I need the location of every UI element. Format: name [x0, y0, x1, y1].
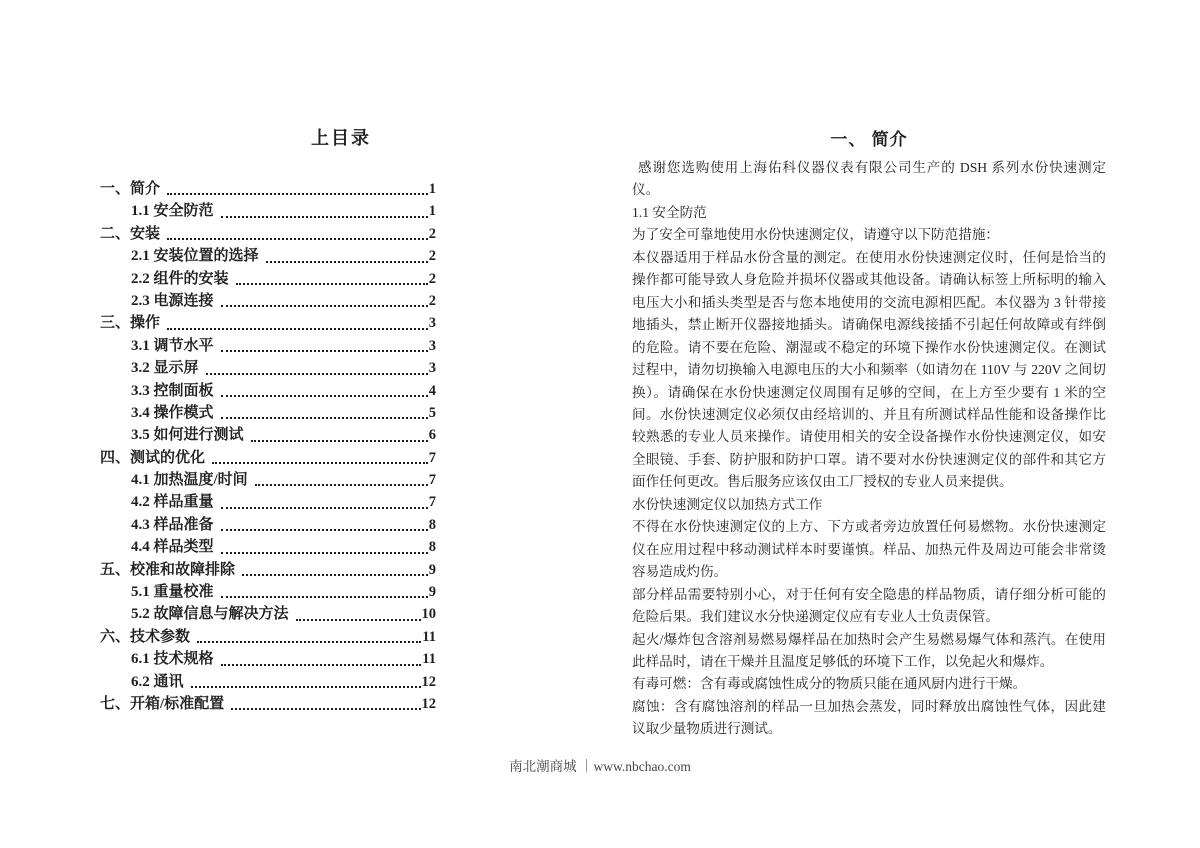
toc-entry-dot-leader	[244, 424, 429, 446]
toc-entry	[100, 469, 436, 491]
toc-entry-dot-leader	[214, 514, 429, 536]
toc-list	[100, 178, 436, 715]
toc-entry-label: 3.2 显示屏	[131, 360, 199, 377]
toc-entry-page: 12	[421, 673, 436, 690]
intro-paragraph: 不得在水份快速测定仪的上方、下方或者旁边放置任何易燃物。水份快速测定仪在应用过程中移动测试样本时要谨慎。样品、加热元件及周边可能会非常烫容易造成灼伤。	[632, 519, 1106, 580]
toc-entry-page: 3	[428, 337, 436, 354]
toc-entry-page: 1	[428, 181, 436, 197]
toc-entry-dot-leader	[214, 380, 429, 402]
toc-entry	[100, 200, 436, 222]
toc-entry	[100, 648, 436, 670]
toc-entry-dot-leader	[160, 312, 429, 334]
toc-entry-page: 4	[428, 382, 436, 399]
intro-paragraph: 本仪器适用于样品水份含量的测定。在使用水份快速测定仪时，任何是恰当的操作都可能导致人身危险并损坏仪器或其他设备。请确认标签上所标明的输入电压大小和插头类型是否与您本地使用的交流电源相匹配。本仪器为 3 针带接地插头，禁止断开仪器接地插头。请确保电源线接插不引起任何故障或有绊倒的危险。请不要在危险、潮湿或不稳定的环境下操作水份快速测定仪。在测试过程中，请勿切换输入电源电压的大小和频率（如请勿在 110V 与 220V 之间切换）。请确保在水份快速测定仪周围有足够的空间，在上方至少要有 1 米的空间。水份快速测定仪必须仅由经培训的、并且有所测试样品性能和设备操作比较熟悉的专业人员来操作。请使用相关的安全设备操作水份快速测定仪，如安全眼镜、手套、防护服和防护口罩。请不要对水份快速测定仪的部件和其它方面作任何更改。售后服务应该仅由工厂授权的专业人员来提供。	[632, 249, 1106, 490]
toc-entry-label: 五、校准和故障排除	[100, 561, 236, 578]
toc-entry-label: 4.1 加热温度/时间	[131, 472, 248, 489]
toc-entry-page: 11	[422, 628, 436, 645]
toc-entry-dot-leader	[289, 603, 422, 625]
toc-entry-label: 4.4 样品类型	[131, 539, 214, 556]
toc-entry-page: 3	[428, 360, 436, 377]
toc-entry-page: 2	[428, 292, 436, 309]
toc-entry-label: 5.2 故障信息与解决方法	[131, 606, 289, 623]
toc-entry-page: 7	[428, 449, 436, 466]
toc-entry-page: 2	[428, 270, 436, 287]
toc-entry-label: 6.1 技术规格	[131, 651, 214, 668]
toc-entry-dot-leader	[214, 402, 429, 424]
toc-entry	[100, 335, 436, 357]
toc-entry-label: 一、简介	[100, 181, 161, 197]
toc-entry-dot-leader	[184, 671, 422, 693]
toc-entry-label: 3.3 控制面板	[131, 382, 214, 399]
toc-entry-page: 9	[428, 584, 436, 601]
toc-entry-label: 4.3 样品准备	[131, 516, 214, 533]
toc-entry-label: 2.3 电源连接	[131, 292, 214, 309]
toc-entry-label: 1.1 安全防范	[131, 203, 214, 220]
toc-entry-dot-leader	[214, 536, 429, 558]
toc-entry-label: 3.1 调节水平	[131, 337, 214, 354]
toc-entry-dot-leader	[235, 559, 429, 581]
toc-entry-page: 8	[428, 516, 436, 533]
toc-entry-dot-leader	[214, 581, 429, 603]
toc-entry	[100, 402, 436, 424]
toc-entry-page: 8	[428, 539, 436, 556]
toc-entry-page: 2	[428, 248, 436, 265]
toc-entry-label: 三、操作	[100, 315, 161, 332]
toc-entry-label: 2.2 组件的安装	[131, 270, 229, 287]
toc-entry	[100, 447, 436, 469]
toc-entry-page: 11	[422, 651, 436, 668]
toc-entry-label: 6.2 通讯	[131, 673, 184, 690]
intro-heading: 一、 简介	[830, 130, 908, 149]
toc-entry-dot-leader	[160, 178, 429, 200]
toc-entry	[100, 581, 436, 603]
toc-entry	[100, 312, 436, 334]
footer-text: 南北潮商城 ｜www.nbchao.com	[509, 759, 691, 774]
toc-entry	[100, 178, 436, 200]
toc-entry-page: 2	[428, 225, 436, 242]
intro-paragraph: 有毒可燃：含有毒或腐蚀性成分的物质只能在通风厨内进行干燥。	[632, 676, 1027, 692]
intro-paragraph: 为了安全可靠地使用水份快速测定仪，请遵守以下防范措施：	[632, 227, 1000, 243]
toc-entry	[100, 380, 436, 402]
toc-entry	[100, 536, 436, 558]
toc-entry-dot-leader	[214, 335, 429, 357]
toc-entry-dot-leader	[224, 693, 421, 715]
toc-entry-dot-leader	[214, 648, 423, 670]
toc-entry-dot-leader	[160, 223, 429, 245]
toc-entry	[100, 559, 436, 581]
toc-entry-page: 5	[428, 404, 436, 421]
toc-entry-dot-leader	[190, 626, 422, 648]
toc-entry-page: 10	[421, 606, 436, 623]
toc-entry	[100, 626, 436, 648]
intro-section	[632, 128, 1106, 741]
toc-entry	[100, 514, 436, 536]
toc-entry	[100, 491, 436, 513]
toc-entry-dot-leader	[199, 357, 429, 379]
intro-paragraph: 感谢您选购使用上海佑科仪器仪表有限公司生产的 DSH 系列水份快速测定仪。	[632, 160, 1106, 198]
toc-entry	[100, 357, 436, 379]
toc-entry-label: 2.1 安装位置的选择	[131, 248, 259, 265]
page-footer	[0, 757, 1200, 777]
toc-entry-label: 4.2 样品重量	[131, 494, 214, 511]
intro-paragraph: 腐蚀：含有腐蚀溶剂的样品一旦加热会蒸发，同时释放出腐蚀性气体，因此建议取少量物质进行测试。	[632, 698, 1106, 737]
toc-entry-label: 3.4 操作模式	[131, 404, 214, 421]
toc-entry	[100, 268, 436, 290]
intro-paragraph: 1.1 安全防范	[632, 204, 707, 220]
toc-section	[100, 126, 582, 715]
toc-entry-page: 3	[428, 315, 436, 332]
toc-entry-page: 7	[428, 494, 436, 511]
intro-paragraph: 起火/爆炸包含溶剂易燃易爆样品在加热时会产生易燃易爆气体和蒸汽。在使用此样品时，请在干燥并且温度足够低的环境下工作，以免起火和爆炸。	[632, 631, 1106, 669]
toc-entry-dot-leader	[248, 469, 429, 491]
toc-entry-label: 二、安装	[100, 225, 161, 242]
toc-entry-dot-leader	[259, 245, 429, 267]
toc-entry-dot-leader	[214, 200, 429, 222]
toc-entry-page: 6	[428, 427, 436, 444]
toc-title: 上目录	[311, 128, 371, 148]
toc-entry	[100, 290, 436, 312]
toc-entry-label: 5.1 重量校准	[131, 584, 214, 601]
intro-paragraph: 部分样品需要特别小心，对于任何有安全隐患的样品物质，请仔细分析可能的危险后果。我们建议水分快递测定仪应有专业人士负责保管。	[632, 586, 1106, 625]
toc-entry	[100, 671, 436, 693]
toc-entry-page: 12	[421, 695, 436, 712]
toc-entry	[100, 223, 436, 245]
toc-entry-page: 1	[428, 203, 436, 220]
intro-paragraph: 水份快速测定仪以加热方式工作	[632, 496, 823, 512]
toc-entry-page: 9	[428, 561, 436, 578]
toc-entry-dot-leader	[229, 268, 429, 290]
toc-entry-page: 7	[428, 472, 436, 489]
toc-entry-label: 七、开箱/标准配置	[100, 695, 225, 712]
toc-entry-label: 六、技术参数	[100, 628, 191, 645]
toc-entry	[100, 245, 436, 267]
toc-entry-label: 四、测试的优化	[100, 449, 206, 466]
intro-paragraphs	[632, 157, 1106, 741]
toc-entry-dot-leader	[205, 447, 429, 469]
toc-entry-dot-leader	[214, 290, 429, 312]
toc-entry-label: 3.5 如何进行测试	[131, 427, 244, 444]
toc-entry-dot-leader	[214, 491, 429, 513]
toc-entry	[100, 603, 436, 625]
toc-entry	[100, 693, 436, 715]
toc-entry	[100, 424, 436, 446]
